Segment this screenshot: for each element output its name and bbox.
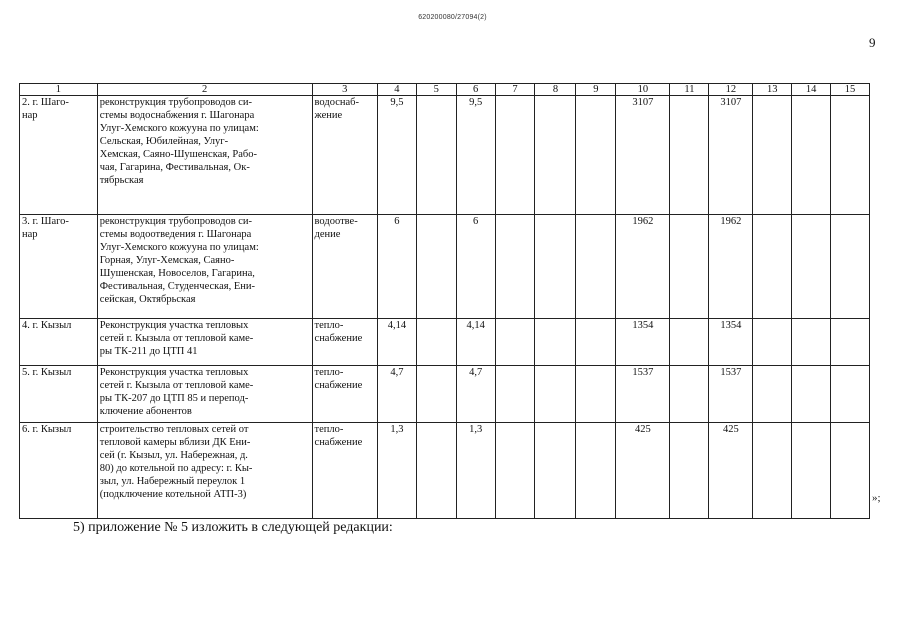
column-header-12: 12	[709, 84, 753, 96]
cell-col-2: строительство тепловых сетей от тепловой камеры вблизи ДК Ени- сей (г. Кызыл, ул. Набережная, д. 80) до котельной по адресу: г. Кы- зыл, ул. Набережный переулок 1 (подключение котельной АТП-3)	[97, 423, 312, 519]
cell-col-15	[831, 423, 870, 519]
cell-col-13	[753, 423, 792, 519]
cell-col-15	[831, 96, 870, 215]
cell-col-4: 1,3	[377, 423, 416, 519]
cell-col-8	[535, 423, 576, 519]
cell-col-5	[416, 319, 456, 366]
cell-col-11	[670, 96, 709, 215]
cell-col-15	[831, 215, 870, 319]
cell-col-15	[831, 319, 870, 366]
column-header-5: 5	[416, 84, 456, 96]
cell-col-13	[753, 366, 792, 423]
cell-col-7	[495, 423, 535, 519]
cell-col-14	[792, 96, 831, 215]
column-header-4: 4	[377, 84, 416, 96]
cell-col-14	[792, 423, 831, 519]
column-header-1: 1	[20, 84, 98, 96]
cell-col-8	[535, 215, 576, 319]
table-body	[20, 96, 870, 519]
closing-quote-mark: »;	[872, 492, 881, 504]
cell-col-7	[495, 366, 535, 423]
cell-col-14	[792, 366, 831, 423]
cell-col-6: 6	[456, 215, 495, 319]
cell-col-10: 425	[616, 423, 670, 519]
cell-col-12: 1354	[709, 319, 753, 366]
column-header-11: 11	[670, 84, 709, 96]
cell-col-4: 4,7	[377, 366, 416, 423]
column-header-13: 13	[753, 84, 792, 96]
cell-col-10: 1354	[616, 319, 670, 366]
cell-col-2: Реконструкция участка тепловых сетей г. Кызыла от тепловой каме- ры ТК-211 до ЦТП 41	[97, 319, 312, 366]
cell-col-1: 3. г. Шаго- нар	[20, 215, 98, 319]
cell-col-5	[416, 423, 456, 519]
column-header-2: 2	[97, 84, 312, 96]
cell-col-2: реконструкция трубопроводов си- стемы водоотведения г. Шагонара Улуг-Хемского кожууна по улицам: Горная, Улуг-Хемская, Саяно- Шушенская, Новоселов, Гагарина, Фестивальная, Студенческая, Ени- сейская, Октябрьская	[97, 215, 312, 319]
column-header-14: 14	[792, 84, 831, 96]
cell-col-9	[576, 215, 616, 319]
cell-col-14	[792, 319, 831, 366]
cell-col-8	[535, 96, 576, 215]
cell-col-10: 1962	[616, 215, 670, 319]
cell-col-9	[576, 319, 616, 366]
cell-col-13	[753, 96, 792, 215]
cell-col-13	[753, 319, 792, 366]
column-header-3: 3	[312, 84, 377, 96]
cell-col-15	[831, 366, 870, 423]
cell-col-8	[535, 319, 576, 366]
cell-col-11	[670, 366, 709, 423]
column-header-15: 15	[831, 84, 870, 96]
cell-col-4: 6	[377, 215, 416, 319]
document-id: 620200080/27094(2)	[418, 14, 487, 21]
table-row	[20, 319, 870, 366]
table-header-row	[20, 84, 870, 96]
cell-col-8	[535, 366, 576, 423]
column-header-8: 8	[535, 84, 576, 96]
cell-col-6: 4,14	[456, 319, 495, 366]
cell-col-9	[576, 423, 616, 519]
cell-col-6: 9,5	[456, 96, 495, 215]
cell-col-2: Реконструкция участка тепловых сетей г. Кызыла от тепловой каме- ры ТК-207 до ЦТП 85 и перепод- ключение абонентов	[97, 366, 312, 423]
cell-col-3: тепло- снабжение	[312, 319, 377, 366]
cell-col-14	[792, 215, 831, 319]
cell-col-12: 425	[709, 423, 753, 519]
cell-col-5	[416, 366, 456, 423]
cell-col-1: 4. г. Кызыл	[20, 319, 98, 366]
table-row	[20, 366, 870, 423]
page-number: 9	[869, 35, 876, 50]
column-header-10: 10	[616, 84, 670, 96]
cell-col-1: 2. г. Шаго- нар	[20, 96, 98, 215]
cell-col-1: 5. г. Кызыл	[20, 366, 98, 423]
cell-col-10: 1537	[616, 366, 670, 423]
cell-col-2: реконструкция трубопроводов си- стемы водоснабжения г. Шагонара Улуг-Хемского кожууна по улицам: Сельская, Юбилейная, Улуг- Хемская, Саяно-Шушенская, Рабо- чая, Гагарина, Фестивальная, Ок- тябрьская	[97, 96, 312, 215]
cell-col-3: водоснаб- жение	[312, 96, 377, 215]
column-header-7: 7	[495, 84, 535, 96]
cell-col-3: тепло- снабжение	[312, 366, 377, 423]
cell-col-11	[670, 319, 709, 366]
cell-col-7	[495, 215, 535, 319]
cell-col-11	[670, 215, 709, 319]
column-header-6: 6	[456, 84, 495, 96]
table-row	[20, 423, 870, 519]
cell-col-4: 4,14	[377, 319, 416, 366]
cell-col-12: 1962	[709, 215, 753, 319]
cell-col-10: 3107	[616, 96, 670, 215]
cell-col-9	[576, 366, 616, 423]
cell-col-3: водоотве- дение	[312, 215, 377, 319]
instruction-text: 5) приложение № 5 изложить в следующей редакции:	[73, 520, 393, 535]
cell-col-9	[576, 96, 616, 215]
cell-col-6: 4,7	[456, 366, 495, 423]
column-header-9: 9	[576, 84, 616, 96]
cell-col-4: 9,5	[377, 96, 416, 215]
cell-col-5	[416, 96, 456, 215]
cell-col-7	[495, 96, 535, 215]
cell-col-1: 6. г. Кызыл	[20, 423, 98, 519]
cell-col-13	[753, 215, 792, 319]
cell-col-12: 3107	[709, 96, 753, 215]
cell-col-12: 1537	[709, 366, 753, 423]
cell-col-5	[416, 215, 456, 319]
cell-col-7	[495, 319, 535, 366]
cell-col-11	[670, 423, 709, 519]
table-row	[20, 96, 870, 215]
table-row	[20, 215, 870, 319]
cell-col-3: тепло- снабжение	[312, 423, 377, 519]
investment-program-table	[19, 83, 870, 519]
cell-col-6: 1,3	[456, 423, 495, 519]
